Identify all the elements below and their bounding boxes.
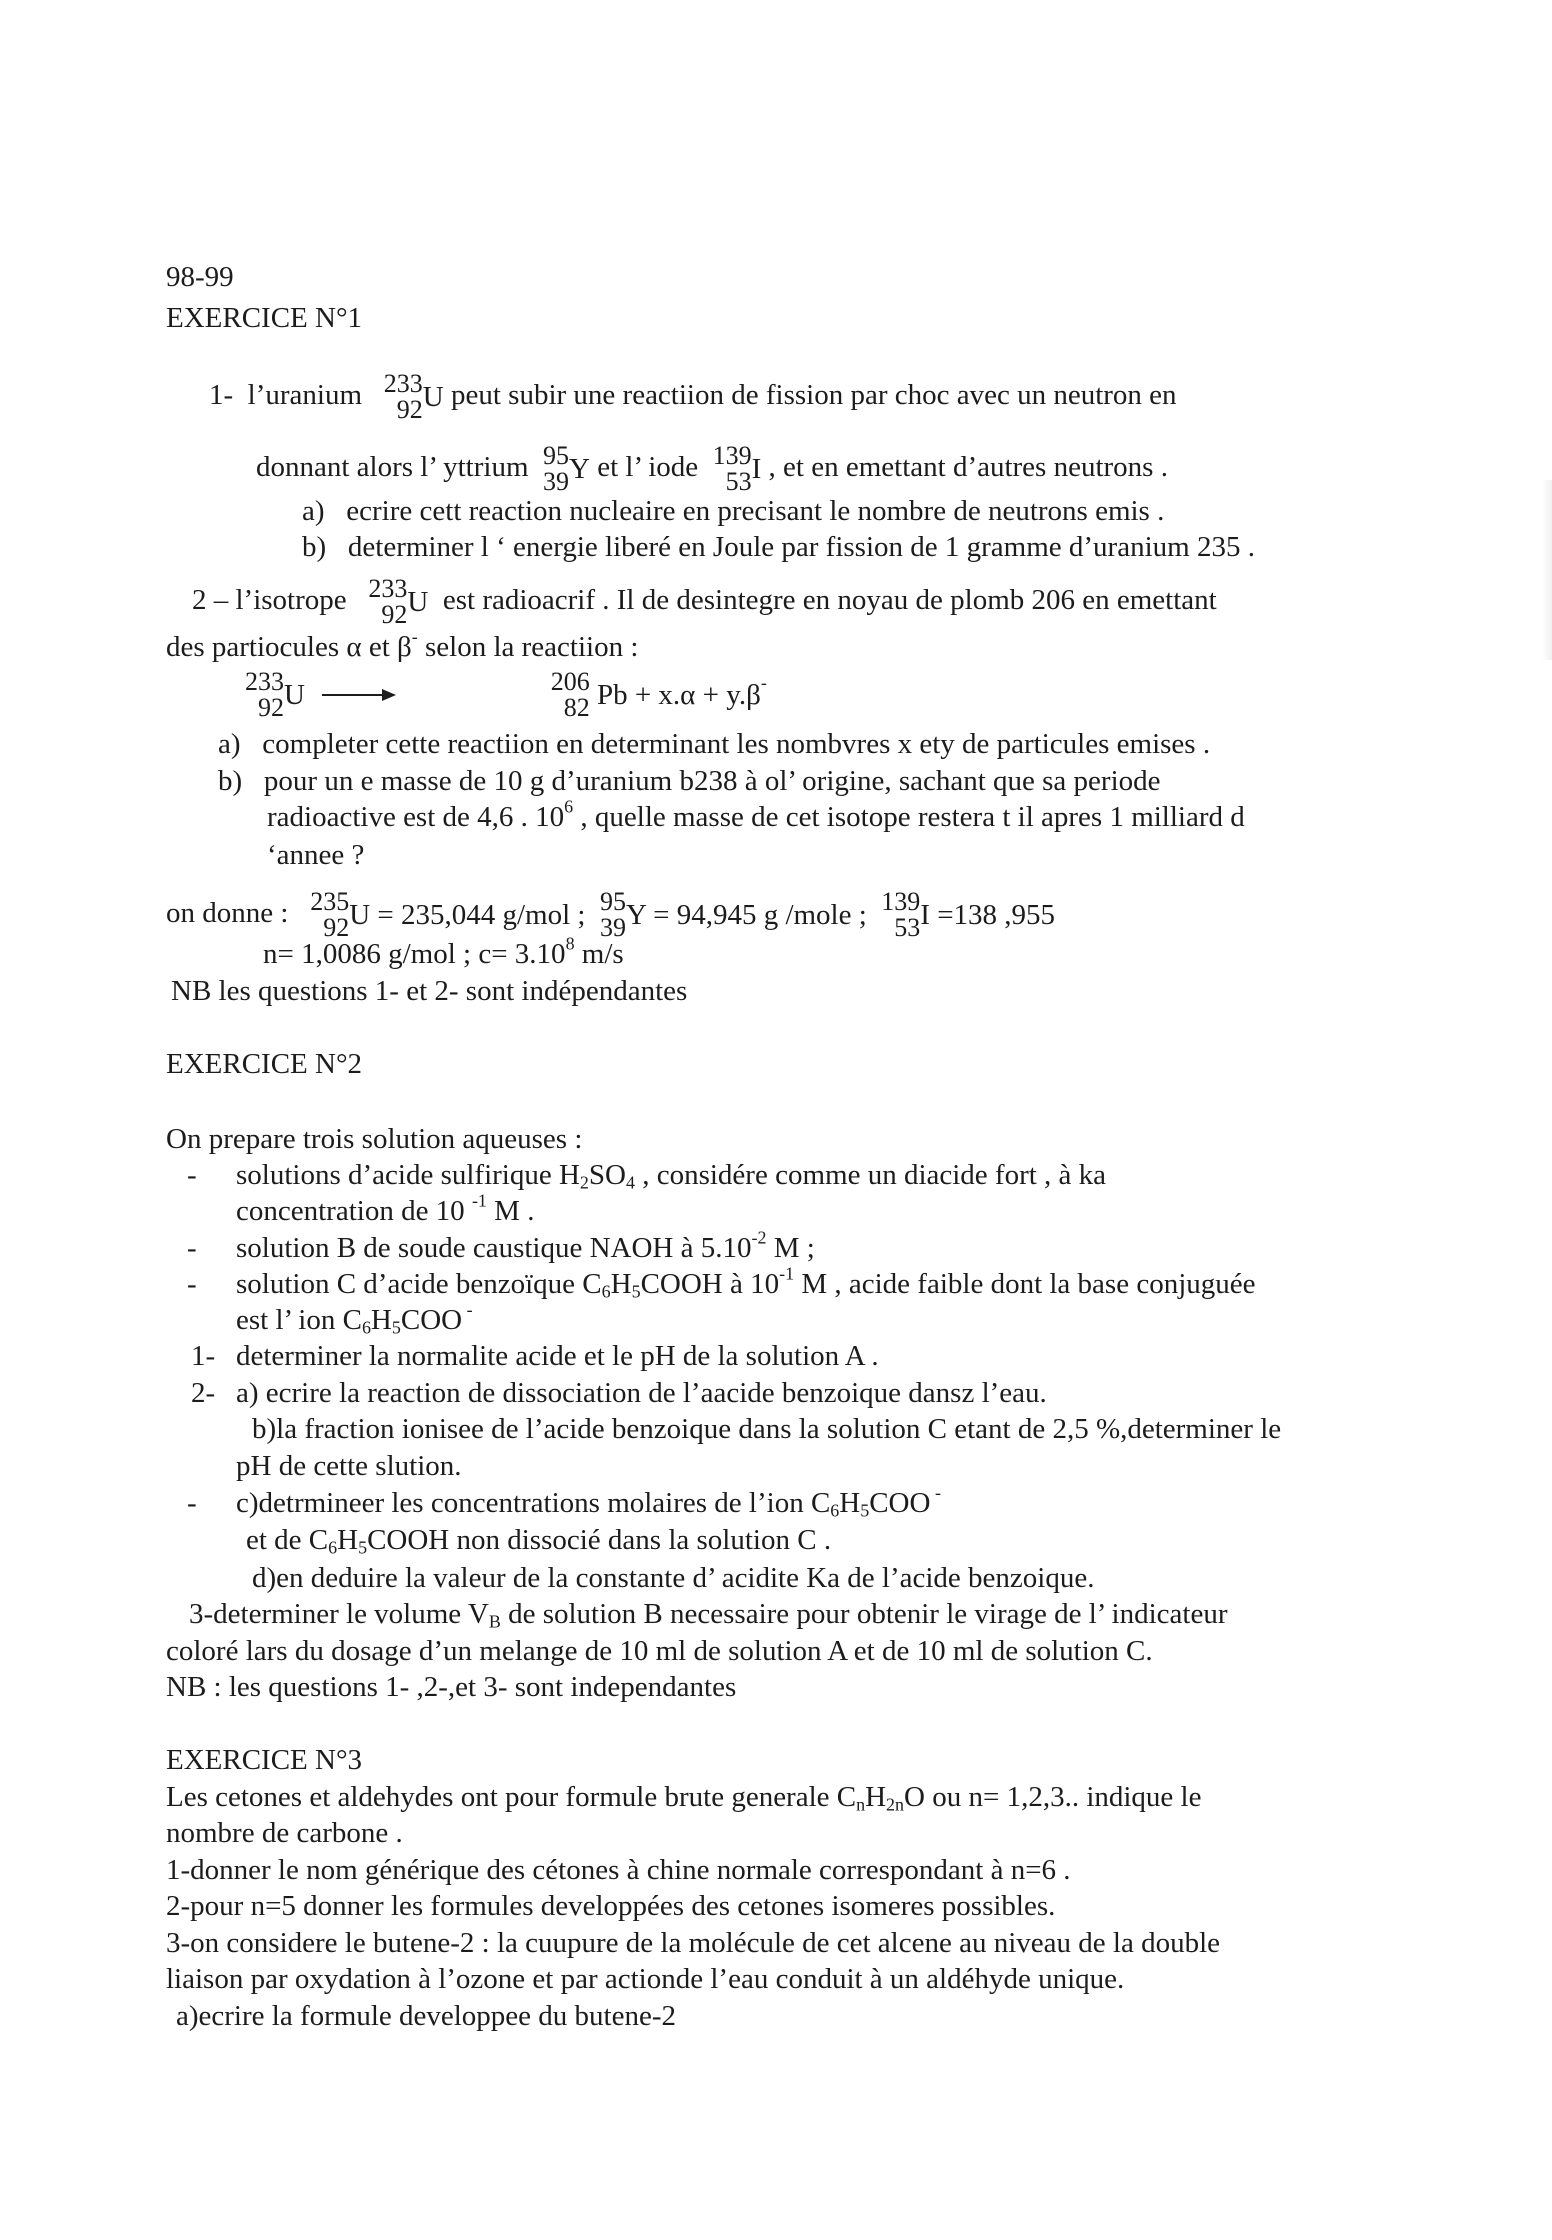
ex1-q2b-line3: ‘annee ? [267,839,365,871]
exercise-2-title: EXERCICE N°2 [166,1048,363,1080]
nuclide-y95-symbol: Y [569,452,590,485]
ex1-q1b [302,533,1255,562]
ex2-b1-sub2: 4 [625,1172,635,1193]
ex2-q2b-text: b)la fraction ionisee de l’acide benzoique dans la solution C etant de 2,5 %,determiner le [252,1413,1282,1445]
given-label: on donne : [166,896,289,929]
ex2-b3-l2-s2: 5 [391,1317,401,1338]
ex1-q1-post: peut subir une reactiion de fission par choc avec un neutron en [450,378,1177,411]
ex1-q2b-line2 [267,796,1245,833]
equation-u233: 233 92 [245,667,284,722]
given-l2-pre: n= 1,0086 g/mol ; c= 3.10 [263,938,566,970]
ex2-bullet2 [236,1227,815,1264]
ex1-q2-l2-post: selon la reactiion : [417,631,639,663]
ex1-q1a-text: ecrire cett reaction nucleaire en precisant le nombre de neutrons emis . [346,495,1165,527]
ex2-q2c-l2-s2: 5 [358,1537,368,1558]
year-label: 98-99 [166,261,234,293]
ex2-b3-exp: -1 [779,1263,795,1284]
ex2-b3-l2-h: H [370,1304,392,1336]
ex2-q3-pre: 3-determiner le volume V [189,1598,489,1630]
ex2-bullet3 [236,1263,1256,1302]
given-y95: Y = 94,945 g /mole ; [625,898,867,931]
nuclide-y95-given: 95 39 [599,887,626,942]
nuclide-u233-b: 233 92 [368,574,408,629]
ex1-q1-l2-post: , et en emettant d’autres neutrons . [768,450,1168,483]
equation-pb206: 206 82 [550,667,590,722]
ex2-q2c [236,1482,941,1521]
ex2-bullet2-dash: - [187,1232,197,1264]
ex1-q1-pre: l’uranium [247,378,363,411]
ex3-intro-pre: Les cetones et aldehydes ont pour formule brute generale C [166,1781,857,1813]
ex1-q1-line1 [209,369,1177,424]
ex3-q1: 1-donner le nom générique des cétones à chine normale correspondant à n=6 . [166,1854,1071,1886]
ex2-q2a-text: a) ecrire la reaction de dissociation de l’aacide benzoique dansz l’eau. [236,1377,1047,1409]
ex2-b3-pre: solution C d’acide benzoïque C [236,1268,602,1300]
ex2-q2c-line2 [246,1524,832,1558]
exercise-3-title: EXERCICE N°3 [166,1744,363,1776]
ex2-bullet3-dash: - [187,1268,197,1300]
ex2-q3-post: de solution B necessaire pour obtenir le virage de l’ indicateur [500,1598,1228,1630]
ex1-q2-line1 [192,574,1217,629]
ex2-q2c-pre: c)detrmineer les concentrations molaires de l’ion C [236,1487,831,1519]
ex2-b1-l2-pre: concentration de 10 [236,1195,472,1227]
ex1-q2b-l2-pre: radioactive est de 4,6 . 10 [267,801,565,833]
ex2-q3-sub: B [488,1611,501,1632]
nuclide-u235: 235 92 [310,887,350,942]
ex2-b3-s1: 6 [601,1281,611,1302]
ex3-intro-s2: 2n [886,1794,905,1815]
ex2-bullet1-dash: - [187,1159,197,1191]
ex1-q2b [218,767,1161,796]
ex3-intro-post: O ou n= 1,2,3.. indique le [904,1781,1202,1813]
ex3-intro-line2: nombre de carbone . [166,1817,403,1849]
ex2-q2c-s2: 5 [860,1500,870,1521]
ex1-q2-line2 [166,626,639,663]
ex2-bullet1-line2 [236,1190,535,1227]
ex2-b1-l2-exp: -1 [471,1190,487,1211]
nuclide-i139: 139 53 [712,441,752,496]
ex2-b3-l2-pre: est l’ ion C [236,1304,362,1336]
ex1-q1-number: 1- [209,378,234,411]
ex2-b2-exp: -2 [751,1227,767,1248]
ex2-b2-post: M ; [766,1232,815,1264]
ex2-b3-h: H [610,1268,632,1300]
ex2-q3-line2: coloré lars du dosage d’un melange de 10 ml de solution A et de 10 ml de solution C. [166,1635,1153,1667]
ex2-b1-sub1: 2 [579,1172,589,1193]
given-u235: U = 235,044 g/mol ; [349,898,586,931]
ex1-q1a [302,497,1164,526]
equation-u233-symbol: U [284,678,305,711]
given-l2-exp: 8 [565,933,575,954]
ex1-q2a-text: completer cette reactiion en determinant les nombvres x ety de particules emises . [262,728,1211,760]
ex2-bullet1 [236,1159,1107,1193]
exercise-1-title: EXERCICE N°1 [166,302,363,334]
equation-rhs: Pb + x.α + y.β [596,678,761,711]
given-i139: I =138 ,955 [920,898,1056,931]
ex2-q2c-h: H [839,1487,861,1519]
ex1-q2-post: est radioacrif . Il de desintegre en noyau de plomb 206 en emettant [442,583,1217,616]
ex2-q3 [189,1598,1228,1632]
ex3-q3a: a)ecrire la formule developpee du butene-2 [176,2000,676,2032]
ex2-q2c-l2-pre: et de C [246,1524,329,1556]
ex2-b1-mid: SO [588,1159,626,1191]
ex3-q2: 2-pour n=5 donner les formules developpées des cetones isomeres possibles. [166,1890,1056,1922]
ex3-q3: 3-on considere le butene-2 : la cuupure de la molécule de cet alcene au niveau de la double [166,1927,1220,1959]
ex1-q2-pre: 2 – l’isotrope [192,583,347,616]
ex1-q1a-label: a) [302,495,325,527]
ex1-q1b-text: determiner l ‘ energie liberé en Joule par fission de 1 gramme d’uranium 235 . [347,531,1255,563]
ex2-b2-pre: solution B de soude caustique NAOH à 5.10 [236,1232,752,1264]
ex1-q2a [218,730,1210,759]
ex1-nb: NB les questions 1- et 2- sont indépendantes [171,975,688,1007]
ex2-b1-post: , considére comme un diacide fort , à ka [634,1159,1107,1191]
ex2-b1-pre: solutions d’acide sulfirique H [236,1159,580,1191]
ex2-bullet3-line2 [236,1299,473,1338]
nuclide-i139-given: 139 53 [881,887,921,942]
beta-minus-sup: - [411,626,418,647]
ex2-q2c-mid: COO [869,1487,931,1519]
ex2-q2c-s1: 6 [830,1500,840,1521]
nuclide-u233: 233 92 [383,369,423,424]
ex2-q2c-l2-s1: 6 [328,1537,338,1558]
ex1-q1-l2-mid: et l’ iode [597,450,699,483]
nuclide-y95: 95 39 [543,441,569,496]
reaction-arrow-icon [320,685,400,705]
ex1-q2b-exp: 6 [564,796,574,817]
ex2-b3-post: M , acide faible dont la base conjuguée [794,1268,1256,1300]
ex2-q2-number: 2- [191,1377,216,1409]
ex1-q2-l2: des partiocules α et β [166,631,412,663]
given-l2-post: m/s [574,938,624,970]
ex2-b3-l2-s1: 6 [361,1317,371,1338]
ex2-nb: NB : les questions 1- ,2-,et 3- sont independantes [166,1671,737,1703]
ex1-q2b-label: b) [218,765,243,797]
ex3-intro [166,1781,1202,1815]
ex2-q2c-dash: - [187,1487,197,1519]
ex1-q2b-text: pour un e masse de 10 g d’uranium b238 à ol’ origine, sachant que sa periode [263,765,1161,797]
nuclide-u233-b-symbol: U [407,585,429,618]
ex2-q1-number: 1- [191,1340,216,1372]
equation-beta-sup: - [760,672,767,693]
given-data-line2 [263,933,624,970]
ex1-q1-line2 [256,441,1168,496]
ex2-q2c-l2-h: H [337,1524,359,1556]
ex2-q2b-line2: pH de cette slution. [236,1450,462,1482]
ex2-q2c-sup: - [930,1482,941,1503]
ex1-q2b-l2-post: , quelle masse de cet isotope restera t il apres 1 milliard d [573,801,1245,833]
scan-edge-shadow [1542,480,1552,660]
given-data-line1 [166,887,1056,942]
ex2-intro: On prepare trois solution aqueuses : [166,1123,583,1155]
decay-equation [245,667,767,722]
ex1-q1-l2-pre: donnant alors l’ yttrium [256,450,529,483]
ex1-q1b-label: b) [302,531,327,563]
ex2-b3-l2-sup: - [462,1299,473,1320]
ex2-q2d-text: d)en deduire la valeur de la constante d’ acidite Ka de l’acide benzoique. [252,1562,1095,1594]
ex2-b3-mid: COOH à 10 [640,1268,780,1300]
ex2-b3-l2-mid: COO [400,1304,463,1336]
ex2-q1-text: determiner la normalite acide et le pH de la solution A . [236,1340,879,1372]
ex3-intro-h: H [865,1781,887,1813]
ex3-intro-s1: n [856,1794,866,1815]
ex2-q2c-l2-post: COOH non dissocié dans la solution C . [367,1524,832,1556]
ex2-b1-l2-post: M . [486,1195,535,1227]
ex2-b3-s2: 5 [631,1281,641,1302]
nuclide-i139-symbol: I [751,452,762,485]
ex3-q3-line2: liaison par oxydation à l’ozone et par actionde l’eau conduit à un aldéhyde unique. [166,1963,1125,1995]
ex1-q2a-label: a) [218,728,241,760]
nuclide-u233-symbol: U [422,380,444,413]
